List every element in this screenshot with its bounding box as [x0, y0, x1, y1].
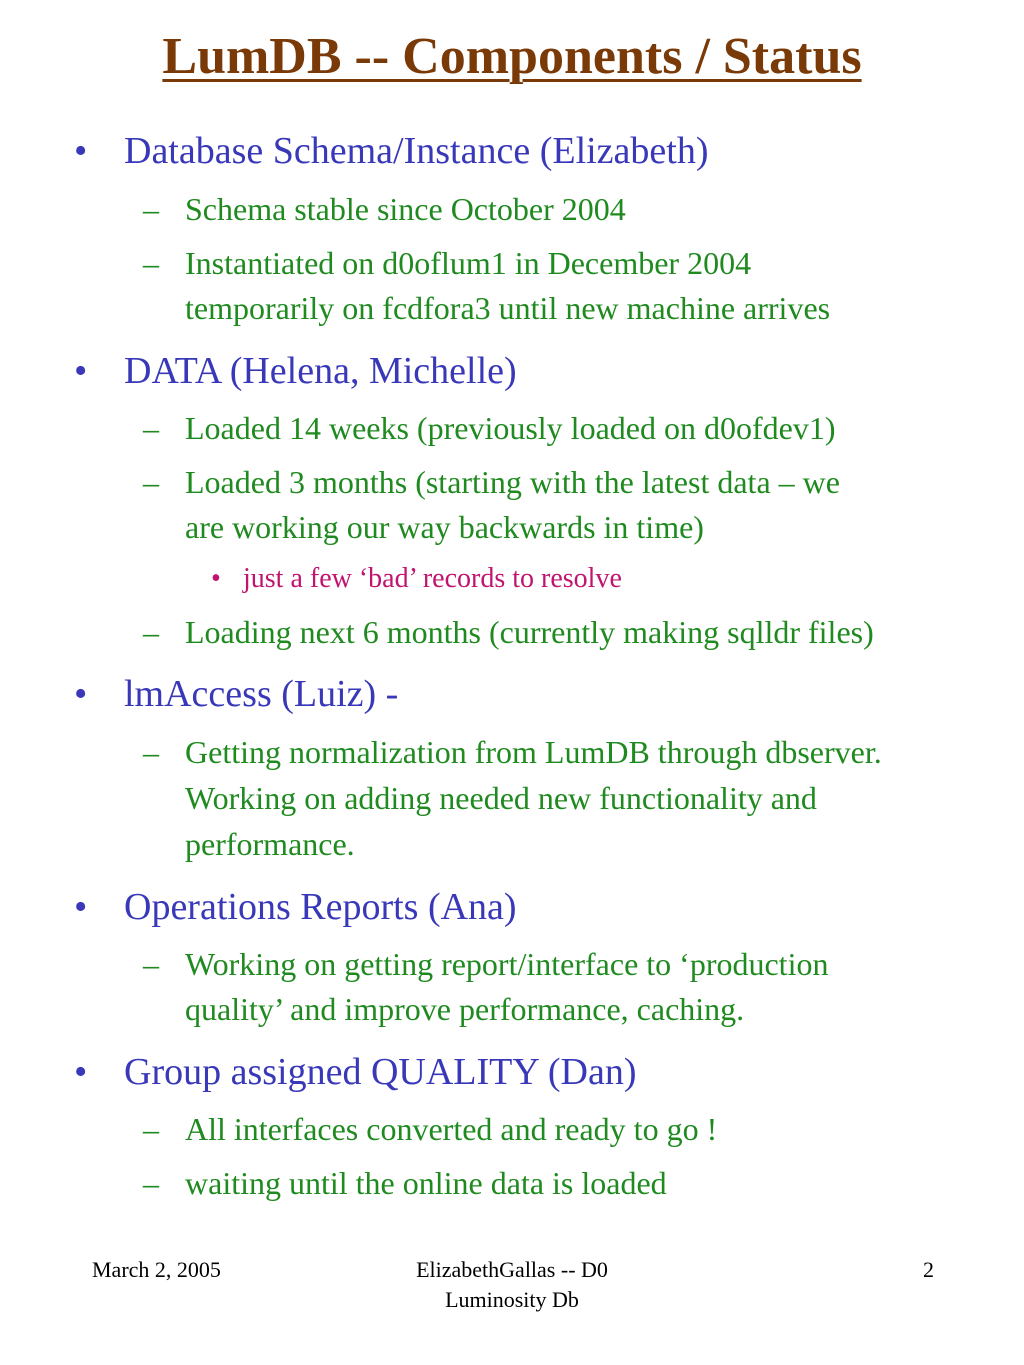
dash-icon: –	[143, 464, 159, 500]
bullet-icon: •	[74, 350, 88, 392]
sub-sub-item-text: just a few ‘bad’ records to resolve	[243, 563, 622, 594]
sub-item-text: Working on getting report/interface to ‘production	[185, 946, 829, 982]
bullet-item-group-quality	[74, 1051, 637, 1093]
sub-item	[143, 410, 836, 446]
footer-center	[362, 1255, 662, 1314]
footer-date: March 2, 2005	[92, 1257, 221, 1282]
sub-item	[143, 734, 882, 770]
sub-item-text: Loaded 14 weeks (previously loaded on d0ofdev1)	[185, 410, 836, 446]
sub-item-text: Schema stable since October 2004	[185, 191, 626, 227]
sub-item	[143, 946, 829, 982]
dash-icon: –	[143, 191, 159, 227]
bullet-icon: •	[74, 130, 88, 172]
dash-icon: –	[143, 410, 159, 446]
sub-item-text: All interfaces converted and ready to go !	[185, 1111, 718, 1147]
bullet-text: Operations Reports (Ana)	[124, 886, 517, 928]
page-number: 2	[923, 1257, 934, 1282]
sub-item	[143, 191, 626, 227]
dash-icon: –	[143, 614, 159, 650]
bullet-icon: •	[74, 1051, 88, 1093]
sub-item-text: Instantiated on d0oflum1 in December 2004	[185, 245, 752, 281]
dash-icon: –	[143, 245, 159, 281]
sub-sub-item	[211, 563, 622, 594]
bullet-item-operations-reports	[74, 886, 517, 928]
bullet-icon: •	[74, 673, 88, 715]
sub-item	[143, 1165, 667, 1201]
sub-item-text: Getting normalization from LumDB through dbserver.	[185, 734, 882, 770]
sub-item-continuation: performance.	[185, 826, 355, 862]
footer-author: ElizabethGallas -- D0	[416, 1257, 608, 1282]
bullet-icon: •	[211, 563, 221, 594]
bullet-item-database-schema	[74, 130, 709, 172]
dash-icon: –	[143, 946, 159, 982]
sub-item-continuation: Working on adding needed new functionality and	[185, 780, 817, 816]
sub-item	[143, 614, 874, 650]
bullet-text: lmAccess (Luiz) -	[124, 673, 399, 715]
sub-item-text: Loaded 3 months (starting with the latest data – we	[185, 464, 840, 500]
bullet-item-data	[74, 350, 517, 392]
sub-item-text: Loading next 6 months (currently making sqlldr files)	[185, 614, 874, 650]
sub-item-continuation: are working our way backwards in time)	[185, 509, 704, 545]
bullet-text: Database Schema/Instance (Elizabeth)	[124, 130, 709, 172]
dash-icon: –	[143, 734, 159, 770]
dash-icon: –	[143, 1111, 159, 1147]
bullet-icon: •	[74, 886, 88, 928]
bullet-text: DATA (Helena, Michelle)	[124, 350, 517, 392]
sub-item-text: waiting until the online data is loaded	[185, 1165, 667, 1201]
sub-item-continuation: temporarily on fcdfora3 until new machine arrives	[185, 290, 831, 326]
slide-title: LumDB -- Components / Status	[162, 28, 862, 85]
sub-item	[143, 464, 840, 500]
sub-item	[143, 245, 752, 281]
sub-item	[143, 1111, 718, 1147]
dash-icon: –	[143, 1165, 159, 1201]
footer-subtitle: Luminosity Db	[445, 1286, 579, 1312]
sub-item-continuation: quality’ and improve performance, caching.	[185, 991, 745, 1027]
bullet-text: Group assigned QUALITY (Dan)	[124, 1051, 637, 1093]
bullet-item-lmaccess	[74, 673, 399, 715]
